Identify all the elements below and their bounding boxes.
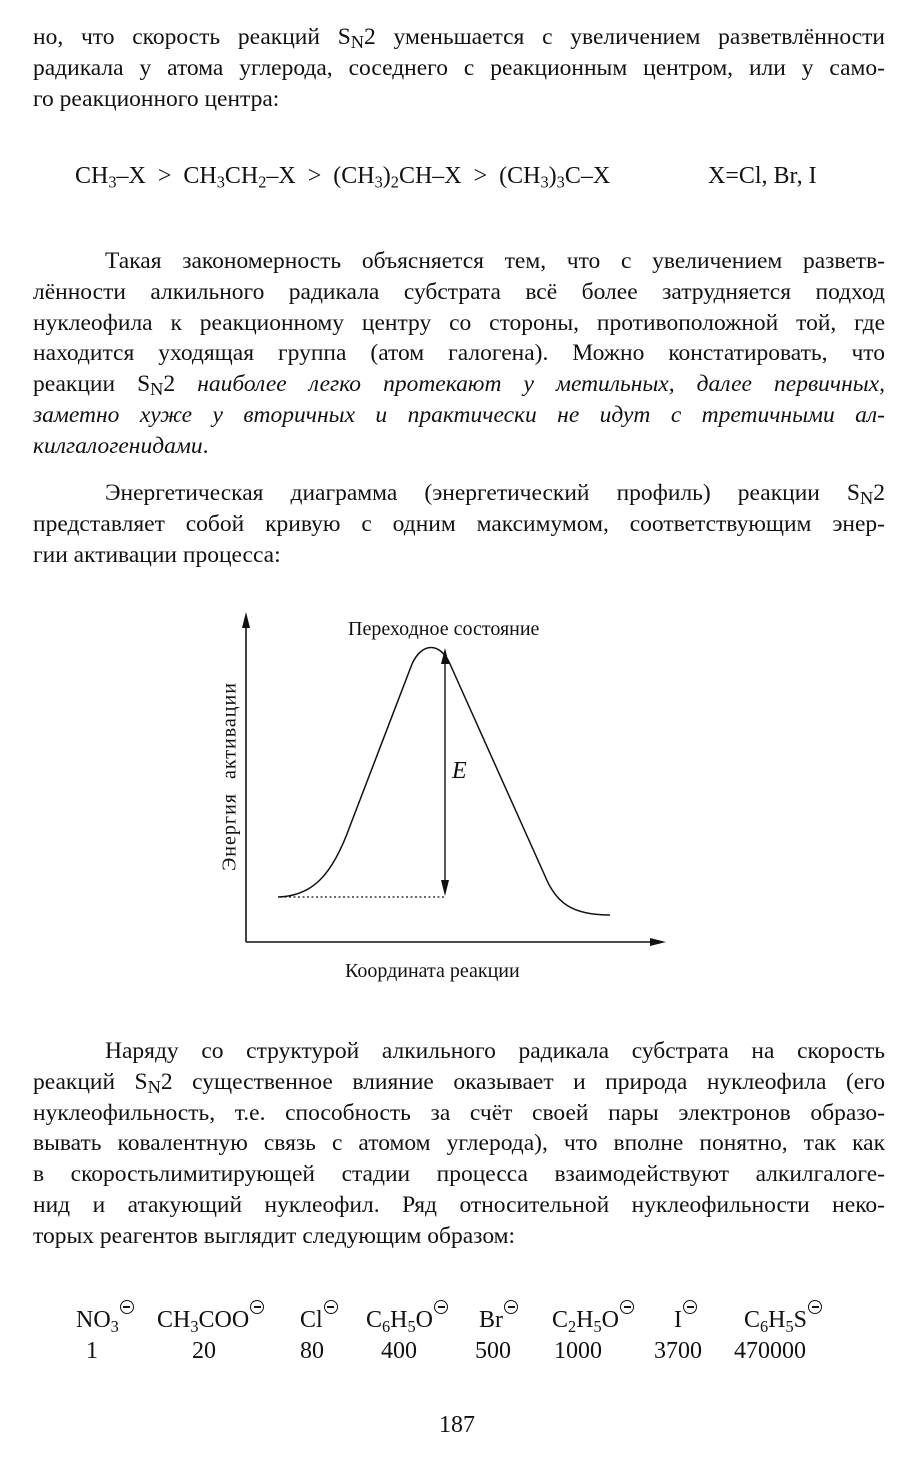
nucleophile-iodide: I: [674, 1300, 697, 1334]
paragraph-nucleophile: [33, 1036, 885, 1252]
paragraph-energy-diagram-intro: [33, 478, 885, 570]
text-line: килгалогенидами.: [33, 432, 209, 459]
arrow-head-down: [441, 880, 449, 896]
energy-profile-svg: [200, 600, 680, 1000]
text-line: Наряду со структурой алкильного радикала субстрата на скорость: [105, 1038, 885, 1064]
greater-sign: >: [307, 163, 322, 189]
reactivity-series-formula: [75, 163, 845, 190]
anion-charge-icon: [620, 1300, 634, 1314]
nucleophile-phenoxide: $C_6H_5O$: [366, 1300, 448, 1334]
formula-term-isopropyl: $(CH_3)_2CH-X$: [333, 163, 462, 192]
text-line: представляет собой кривую с одним максимумом, соответствующим энер-: [33, 510, 885, 537]
text-line: лённости алкильного радикала субстрата всё более затрудняется подход: [33, 278, 885, 305]
text-line: радикала у атома углерода, соседнего с реакционным центром, или у само-: [33, 54, 885, 81]
anion-charge-icon: [250, 1300, 264, 1314]
y-axis-arrowhead: [242, 612, 250, 628]
anion-charge-icon: [683, 1300, 697, 1314]
nucleophilicity-series: [72, 1300, 852, 1380]
arrow-head-up: [441, 648, 449, 664]
text-line: реакций $S_N2$ существенное влияние оказывает и природа нуклеофила (его: [33, 1068, 885, 1097]
energy-profile-diagram: [200, 600, 680, 1000]
text-line: гии активации процесса:: [33, 541, 281, 568]
anion-charge-icon: [120, 1300, 134, 1314]
text-line: Энергетическая диаграмма (энергетический профиль) реакции $S_N2$: [105, 480, 885, 509]
greater-sign: >: [473, 163, 488, 189]
nucleophile-chloride: Cl: [300, 1300, 338, 1334]
text-line: го реакционного центра:: [33, 85, 280, 112]
greater-sign: >: [157, 163, 172, 189]
x-axis-label: Координата реакции: [345, 960, 520, 982]
text-line: реакции $S_N2$ наиболее легко протекают у метильных, далее первичных,: [33, 371, 885, 400]
text-line: находится уходящая группа (атом галогена). Можно констатировать, что: [33, 340, 885, 367]
nucleophile-thiophenolate: $C_6H_5S$: [744, 1300, 822, 1334]
text-line-italic: заметно хуже у вторичных и практически не идут с третичными ал-: [33, 401, 885, 428]
nucleophile-acetate: $CH_3COO$: [157, 1300, 264, 1334]
transition-state-label: Переходное состояние: [348, 618, 540, 640]
nucleophilicity-value: 1000: [554, 1338, 602, 1364]
energy-curve: [278, 648, 610, 916]
anion-charge-icon: [808, 1300, 822, 1314]
nucleophilicity-value: 20: [192, 1338, 216, 1364]
energy-e-label: E: [452, 758, 467, 784]
text-line: в скоростьлимитирующей стадии процесса взаимодействуют алкилгалоге-: [33, 1161, 885, 1188]
nucleophilicity-value: 1: [86, 1338, 98, 1364]
text-line: Такая закономерность объясняется тем, что с увеличением разветв-: [105, 248, 885, 274]
text-line: торых реагентов выглядит следующим образом:: [33, 1222, 516, 1249]
anion-charge-icon: [324, 1300, 338, 1314]
x-axis-arrowhead: [650, 938, 666, 946]
nucleophile-bromide: Br: [479, 1300, 518, 1334]
paragraph-explanation: [33, 246, 885, 462]
y-axis-label: Энергия активации: [218, 682, 241, 871]
page-number: 187: [439, 1412, 475, 1438]
nucleophile-ethoxide: $C_2H_5O$: [552, 1300, 634, 1334]
text-line: вывать ковалентную связь с атомом углерода), что вполне понятно, так как: [33, 1130, 885, 1157]
anion-charge-icon: [434, 1300, 448, 1314]
text-line: нуклеофила к реакционному центру со стороны, противоположной той, где: [33, 309, 885, 336]
formula-term-methyl: $CH_3-X$: [75, 163, 146, 192]
paragraph-sn2-rate: [33, 22, 885, 114]
nucleophile-nitrate: $NO_3$: [76, 1300, 134, 1334]
text-line: нид и атакующий нуклеофил. Ряд относительной нуклеофильности неко-: [33, 1191, 885, 1218]
nucleophilicity-value: 400: [381, 1338, 417, 1364]
nucleophilicity-value: 3700: [654, 1338, 702, 1364]
formula-term-ethyl: $CH_3CH_2-X$: [183, 163, 296, 192]
nucleophilicity-value: 80: [300, 1338, 324, 1364]
nucleophilicity-value: 470000: [734, 1338, 806, 1364]
formula-term-tertbutyl: $(CH_3)_3C-X$: [499, 163, 611, 192]
text-line: нуклеофильность, т.е. способность за счёт своей пары электронов образо-: [33, 1099, 885, 1126]
halogen-definition: X=Cl, Br, I: [708, 163, 817, 189]
anion-charge-icon: [504, 1300, 518, 1314]
text-line: но, что скорость реакций $S_N2$ уменьшается с увеличением разветвлённости: [33, 24, 885, 53]
nucleophilicity-value: 500: [475, 1338, 511, 1364]
